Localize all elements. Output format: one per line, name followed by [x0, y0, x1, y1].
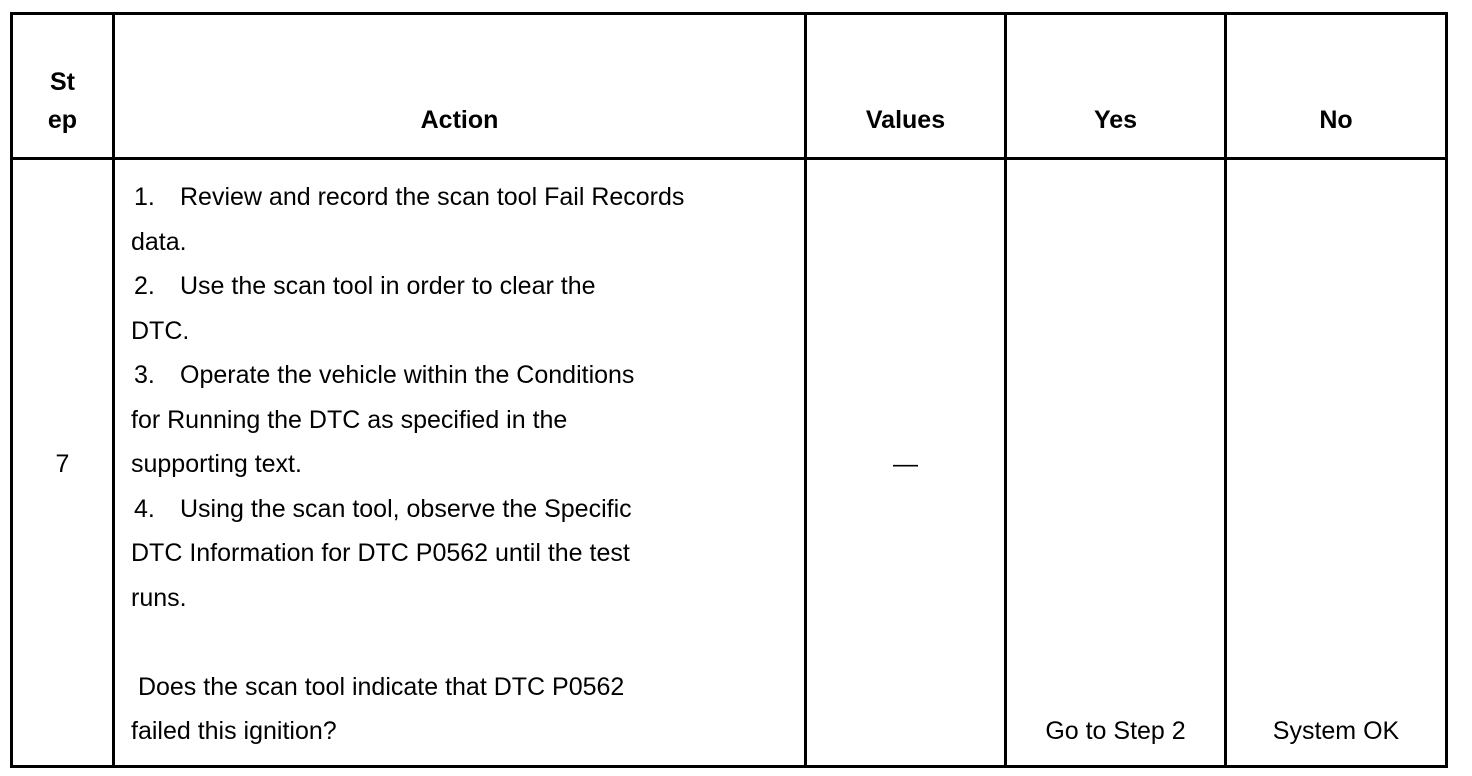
- action-question-line2: failed this ignition?: [131, 717, 337, 745]
- action-item-3-line2: for Running the DTC as specified in the: [131, 405, 568, 434]
- row-no-action: System OK: [1272, 717, 1400, 745]
- row-action: [131, 175, 801, 754]
- action-item-1-line1: [131, 175, 801, 220]
- action-item-4-text: Using the scan tool, observe the Specific: [180, 494, 632, 523]
- table-bottom-border: [10, 765, 1448, 768]
- header-step-line2: ep: [47, 106, 78, 134]
- action-item-2-number: 2.: [134, 272, 155, 300]
- header-values: [807, 15, 1004, 157]
- action-item-2-text: Use the scan tool in order to clear the: [180, 272, 596, 300]
- action-spacer: [131, 620, 801, 665]
- diagnostic-table: [10, 12, 1448, 768]
- action-item-2-line1: [131, 264, 801, 309]
- action-item-4-number: 4.: [134, 494, 155, 523]
- row-values: —: [893, 450, 918, 478]
- action-item-3-line3: supporting text.: [131, 450, 302, 478]
- header-action-label: Action: [420, 106, 499, 134]
- header-divider: [10, 157, 1448, 160]
- col-border-right: [1445, 12, 1448, 768]
- header-yes: [1007, 15, 1224, 157]
- header-no-label: No: [1319, 106, 1353, 134]
- action-question-line1: Does the scan tool indicate that DTC P0562: [131, 672, 625, 701]
- header-step-line1: St: [50, 68, 75, 96]
- action-item-1-line2: data.: [131, 227, 187, 256]
- action-item-3-line1: [131, 353, 801, 398]
- action-item-4-line2: DTC Information for DTC P0562 until the test: [131, 539, 630, 567]
- header-yes-label: Yes: [1093, 106, 1138, 134]
- action-item-1-number: 1.: [134, 183, 155, 211]
- row-yes-action: Go to Step 2: [1045, 717, 1186, 745]
- action-item-1-text: Review and record the scan tool Fail Records: [180, 183, 685, 211]
- header-values-label: Values: [865, 106, 946, 134]
- action-item-4-line3: runs.: [131, 583, 187, 612]
- header-action: [115, 15, 804, 157]
- action-item-3-text: Operate the vehicle within the Conditions: [180, 361, 635, 389]
- header-no: [1227, 15, 1445, 157]
- action-item-3-number: 3.: [134, 361, 155, 389]
- header-step: [13, 15, 112, 157]
- action-item-4-line1: [131, 487, 801, 532]
- action-item-2-line2: DTC.: [131, 316, 190, 345]
- row-step-number: 7: [55, 450, 70, 478]
